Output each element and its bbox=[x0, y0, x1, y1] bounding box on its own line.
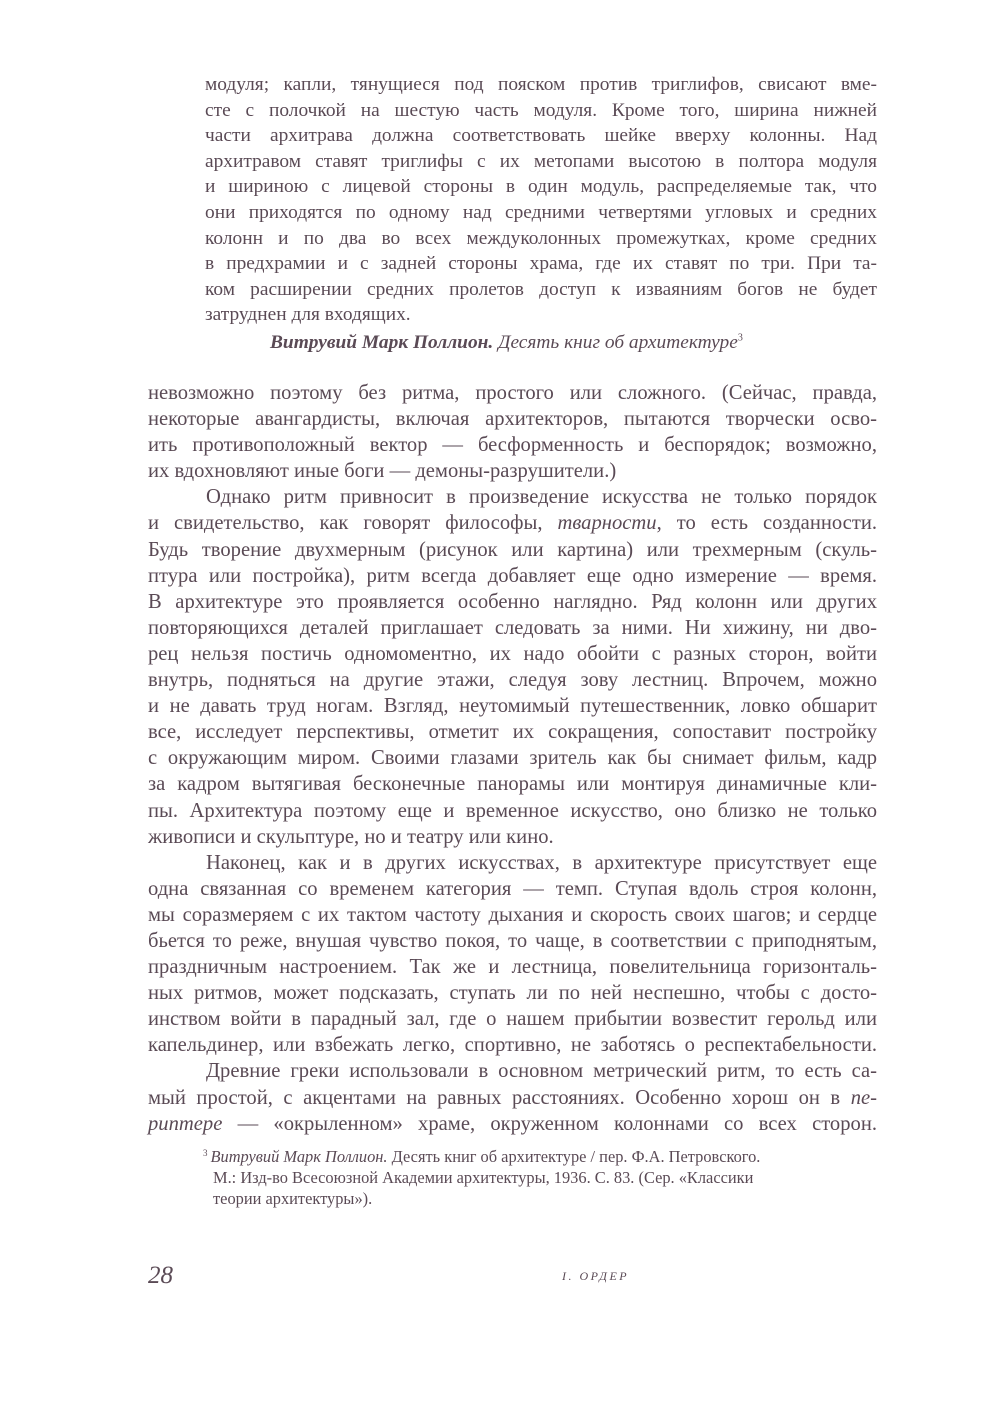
body-line bbox=[148, 1111, 877, 1137]
attribution-author: Витрувий Марк Поллион. bbox=[270, 332, 494, 353]
main-body-text bbox=[148, 380, 877, 1137]
epigraph-attribution bbox=[270, 330, 743, 355]
body-line: инством войти в парадный зал, где о нашем прибытии возвестит герольд или bbox=[148, 1008, 877, 1031]
epigraph-line: модуля; капли, тянущиеся под пояском против триглифов, свисают вме- bbox=[205, 74, 877, 95]
footnote-line bbox=[203, 1146, 833, 1167]
body-line: Однако ритм привносит в произведение искусства не только порядок bbox=[206, 486, 877, 509]
body-line: Наконец, как и в других искусствах, в архитектуре присутствует еще bbox=[206, 851, 877, 874]
attribution-title: Десять книг об архитектуре bbox=[498, 332, 738, 353]
body-line: все, исследует перспективы, отметит их сокращения, сопоставит постройку bbox=[148, 721, 877, 744]
epigraph-line: части архитрава должна соответствовать шейке вверху колонны. Над bbox=[205, 125, 877, 147]
body-line-emphasis: риптере bbox=[148, 1112, 223, 1135]
footnote-line: теории архитектуры»). bbox=[213, 1189, 373, 1208]
body-line: с окружающим миром. Своими глазами зритель как бы снимает фильм, кадр bbox=[148, 747, 877, 770]
body-line: ить противоположный вектор — бесформенность и беспорядок; возможно, bbox=[148, 434, 877, 457]
body-line: внутрь, подняться на другие этажи, следуя зову лестниц. Впрочем, можно bbox=[148, 669, 877, 692]
body-line: пы. Архитектура поэтому еще и временное искусство, оно близко не только bbox=[148, 799, 877, 822]
body-line: повторяющихся деталей приглашает следовать за ними. Ни хижину, ни дво- bbox=[148, 616, 877, 639]
body-line-text: , то есть созданности. bbox=[656, 512, 877, 535]
body-line: ных ритмов, может подсказать, ступать ли по ней неспешно, чтобы с досто- bbox=[148, 982, 877, 1005]
footnote bbox=[203, 1146, 833, 1209]
footnote-reference[interactable]: 3 bbox=[737, 332, 743, 344]
epigraph-line: затруднен для входящих. bbox=[205, 304, 411, 326]
epigraph-line: и шириною с лицевой стороны в один модуль, распределяемые так, что bbox=[205, 176, 877, 198]
body-line-emphasis: тварности bbox=[557, 512, 657, 535]
body-line-emphasis: пе- bbox=[850, 1086, 877, 1109]
footnote-text: Десять книг об архитектуре / пер. Ф.А. Петровского. bbox=[387, 1147, 761, 1166]
epigraph-line: ком расширении средних пролетов доступ к изваяниям богов не будет bbox=[205, 278, 877, 300]
body-line: Древние греки использовали в основном метрический ритм, то есть са- bbox=[206, 1060, 877, 1083]
epigraph-line: колонн и по два во всех междуколонных промежутках, кроме средних bbox=[205, 227, 877, 249]
epigraph-line: в предхрамии и с задней стороны храма, где их ставят по три. При та- bbox=[205, 253, 877, 275]
body-line: за кадром вытягивая бесконечные панорамы или монтируя динамичные кли- bbox=[148, 773, 877, 796]
body-line-text: мый простой, с акцентами на равных расстояниях. Особенно хорош он в bbox=[148, 1086, 851, 1109]
epigraph-line: сте с полочкой на шестую часть модуля. Кроме того, ширина нижней bbox=[205, 99, 877, 121]
body-line: и не давать труд ногам. Взгляд, неутомимый путешественник, ловко обшарит bbox=[148, 695, 877, 718]
footnote-line: М.: Изд-во Всесоюзной Академии архитектуры, 1936. С. 83. (Сер. «Классики bbox=[213, 1168, 754, 1187]
footnote-author: Витрувий Марк Поллион. bbox=[210, 1147, 388, 1166]
body-line: птура или постройка), ритм всегда добавляет еще одно измерение — время. bbox=[148, 564, 877, 587]
body-line: бьется то реже, внушая чувство покоя, то чаще, в соответствии с приподнятым, bbox=[148, 929, 877, 952]
footnote-number: 3 bbox=[203, 1147, 208, 1158]
body-line: капельдинер, или взбежать легко, спортивно, не заботясь о респектабельности. bbox=[148, 1034, 877, 1057]
epigraph-line: архитравом ставят триглифы с их метопами высотою в полтора модуля bbox=[205, 150, 877, 172]
epigraph-line: они приходятся по одному над средними четвертями угловых и средних bbox=[205, 201, 877, 223]
body-line-text: — «окрыленном» храме, окруженном колоннами со всех сторон. bbox=[222, 1112, 877, 1135]
body-line: праздничным настроением. Так же и лестница, повелительница горизонталь- bbox=[148, 956, 877, 979]
body-line bbox=[148, 1085, 877, 1111]
body-line: мы соразмеряем с их тактом частоту дыхания и скорость своих шагов; и сердце bbox=[148, 903, 877, 926]
epigraph-quote bbox=[205, 72, 877, 328]
body-line: некоторые авангардисты, включая архитекторов, пытаются творчески осво- bbox=[148, 408, 877, 431]
body-line: рец нельзя постичь одномоментно, их надо обойти с разных сторон, войти bbox=[148, 642, 877, 665]
running-head: I. ОРДЕР bbox=[562, 1269, 630, 1283]
body-line-text: и свидетельство, как говорят философы, bbox=[148, 512, 558, 535]
body-line: невозможно поэтому без ритма, простого или сложного. (Сейчас, правда, bbox=[148, 382, 877, 404]
body-line: живописи и скульптуре, но и театру или кино. bbox=[148, 825, 554, 848]
body-line: их вдохновляют иные боги — демоны-разрушители.) bbox=[148, 460, 617, 483]
body-line bbox=[148, 510, 877, 536]
body-line: В архитектуре это проявляется особенно наглядно. Ряд колонн или других bbox=[148, 590, 877, 613]
page-number: 28 bbox=[148, 1262, 173, 1289]
body-line: Будь творение двухмерным (рисунок или картина) или трехмерным (скуль- bbox=[148, 538, 877, 561]
body-line: одна связанная со временем категория — темп. Ступая вдоль строя колонн, bbox=[148, 877, 877, 900]
